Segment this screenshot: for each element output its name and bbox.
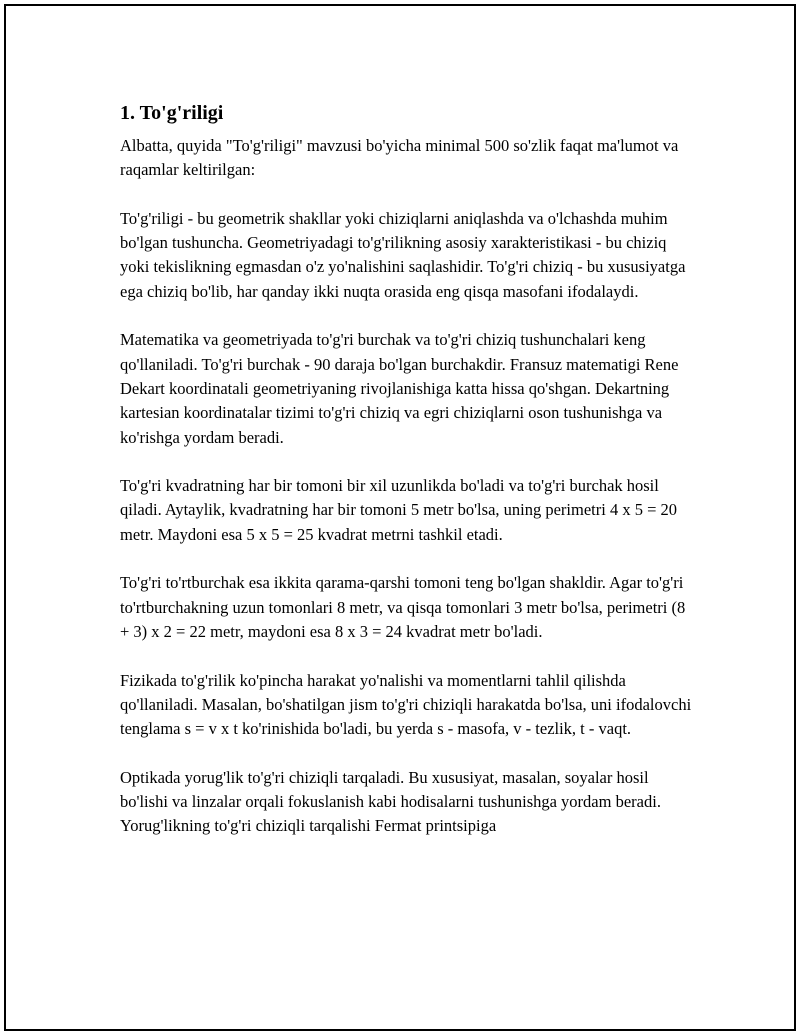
section-heading: 1. To'g'riligi: [120, 102, 224, 124]
document-body: [120, 100, 695, 863]
page-frame: [4, 4, 796, 1031]
paragraph-rectangle: To'g'ri to'rtburchak esa ikkita qarama-qarshi tomoni teng bo'lgan shakldir. Agar to'g'ri to'rtburchakning uzun tomonlari 8 metr, va qisqa tomonlari 3 metr bo'lsa, perimetri (8 + 3) x 2 = 22 metr, maydoni esa 8 x 3 = 24 kvadrat metr bo'ladi.: [120, 573, 686, 641]
paragraph-physics: Fizikada to'g'rilik ko'pincha harakat yo'nalishi va momentlarni tahlil qilishda qo'llaniladi. Masalan, bo'shatilgan jism to'g'ri chiziqli harakatda bo'lsa, uni ifodalovchi tenglama s = v x t ko'rinishida bo'ladi, bu yerda s - masofa, v - tezlik, t - vaqt.: [120, 670, 692, 739]
paragraph-square: To'g'ri kvadratning har bir tomoni bir xil uzunlikda bo'ladi va to'g'ri burchak hosil qiladi. Aytaylik, kvadratning har bir tomoni 5 metr bo'lsa, uning perimetri 4 x 5 = 20 metr. Maydoni esa 5 x 5 = 25 kvadrat metrni tashkil etadi.: [120, 476, 678, 544]
paragraph-definition: To'g'riligi - bu geometrik shakllar yoki chiziqlarni aniqlashda va o'lchashda muhim bo'lgan tushuncha. Geometriyadagi to'g'rilikning asosiy xarakteristikasi - bu chiziq yoki tekislikning egmasdan o'z yo'nalishini saqlashidir. To'g'ri chiziq - bu xususiyatga ega chiziq bo'lib, har qanday ikki nuqta orasida eng qisqa masofani ifodalaydi.: [120, 208, 686, 301]
paragraph-intro: Albatta, quyida "To'g'riligi" mavzusi bo'yicha minimal 500 so'zlik faqat ma'lumot va raqamlar keltirilgan:: [120, 136, 679, 180]
paragraph-mathematics: Matematika va geometriyada to'g'ri burchak va to'g'ri chiziq tushunchalari keng qo'llaniladi. To'g'ri burchak - 90 daraja bo'lgan burchakdir. Fransuz matematigi Rene Dekart koordinatali geometriyaning rivojlanishiga katta hissa qo'shgan. Dekartning kartesian koordinatalar tizimi to'g'ri chiziq va egri chiziqlarni oson tushunishga va ko'rishga yordam beradi.: [120, 330, 679, 447]
paragraph-optics: Optikada yorug'lik to'g'ri chiziqli tarqaladi. Bu xususiyat, masalan, soyalar hosil bo'lishi va linzalar orqali fokuslanish kabi hodisalarni tushunishga yordam beradi. Yorug'likning to'g'ri chiziqli tarqalishi Fermat printsipiga: [120, 767, 661, 836]
